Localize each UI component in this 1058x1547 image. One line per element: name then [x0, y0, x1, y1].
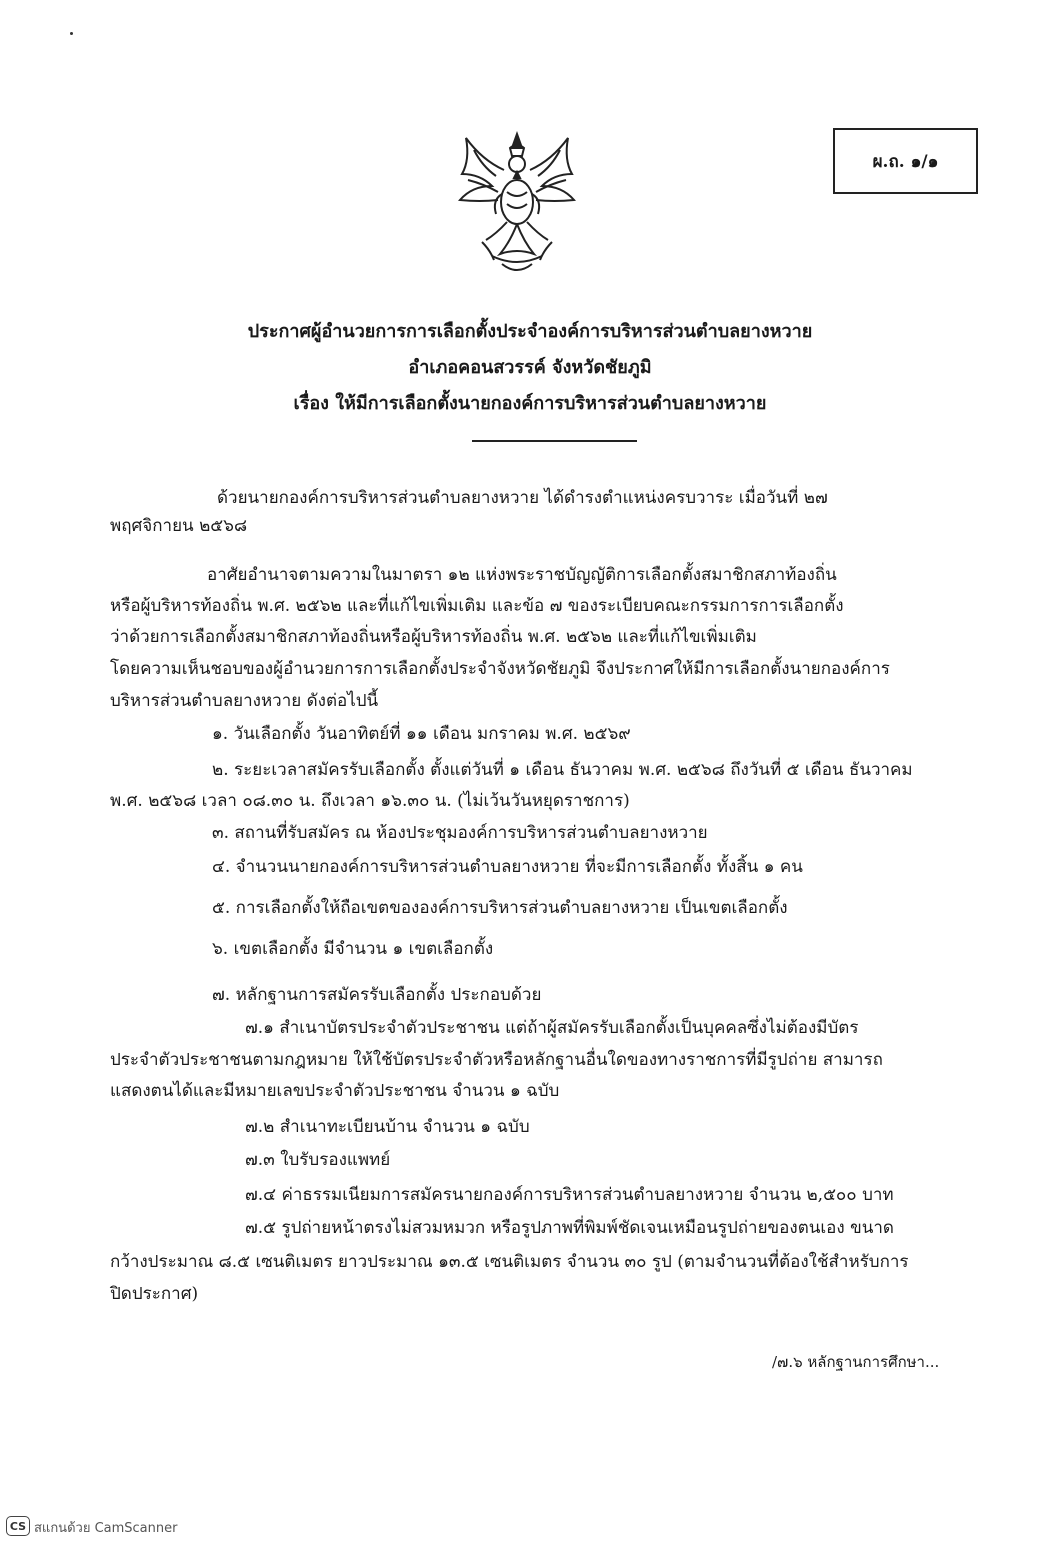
item-1: ๑. วันเลือกตั้ง วันอาทิตย์ที่ ๑๑ เดือน มกราคม พ.ศ. ๒๕๖๙ [212, 724, 631, 744]
paragraph-2-line-2: หรือผู้บริหารท้องถิ่น พ.ศ. ๒๕๖๒ และที่แก้ไขเพิ่มเติม และข้อ ๗ ของระเบียบคณะกรรมการการเลือกตั้ง [110, 596, 844, 616]
form-code-box [833, 128, 978, 194]
paragraph-1-line-1: ด้วยนายกองค์การบริหารส่วนตำบลยางหวาย ได้ดำรงตำแหน่งครบวาระ เมื่อวันที่ ๒๗ [217, 488, 828, 508]
paragraph-2-line-4: โดยความเห็นชอบของผู้อำนวยการการเลือกตั้งประจำจังหวัดชัยภูมิ จึงประกาศให้มีการเลือกตั้งนายกองค์การ [110, 659, 890, 679]
item-7-1-line-1: ๗.๑ สำเนาบัตรประจำตัวประชาชน แต่ถ้าผู้สมัครรับเลือกตั้งเป็นบุคคลซึ่งไม่ต้องมีบัตร [245, 1018, 859, 1038]
item-7-4: ๗.๔ ค่าธรรมเนียมการสมัครนายกองค์การบริหารส่วนตำบลยางหวาย จำนวน ๒,๕๐๐ บาท [245, 1185, 894, 1205]
heading-line-1: ประกาศผู้อำนวยการการเลือกตั้งประจำองค์การบริหารส่วนตำบลยางหวาย [247, 321, 813, 342]
camscanner-logo-icon [6, 1516, 30, 1536]
scan-speck [70, 32, 73, 35]
item-2-line-1: ๒. ระยะเวลาสมัครรับเลือกตั้ง ตั้งแต่วันที่ ๑ เดือน ธันวาคม พ.ศ. ๒๕๖๘ ถึงวันที่ ๕ เดือน ธันวาคม [212, 760, 913, 780]
heading-line-3: เรื่อง ให้มีการเลือกตั้งนายกองค์การบริหารส่วนตำบลยางหวาย [293, 393, 767, 414]
item-6: ๖. เขตเลือกตั้ง มีจำนวน ๑ เขตเลือกตั้ง [212, 939, 494, 959]
paragraph-1-line-2: พฤศจิกายน ๒๕๖๘ [110, 516, 248, 536]
camscanner-logo-text: CS [9, 1519, 27, 1533]
item-4: ๔. จำนวนนายกองค์การบริหารส่วนตำบลยางหวาย ที่จะมีการเลือกตั้ง ทั้งสิ้น ๑ คน [212, 857, 803, 877]
item-3: ๓. สถานที่รับสมัคร ณ ห้องประชุมองค์การบริหารส่วนตำบลยางหวาย [212, 823, 708, 843]
heading-divider [472, 440, 637, 442]
item-7-5-line-1: ๗.๕ รูปถ่ายหน้าตรงไม่สวมหมวก หรือรูปภาพที่พิมพ์ชัดเจนเหมือนรูปถ่ายของตนเอง ขนาด [245, 1218, 894, 1238]
continuation-note: /๗.๖ หลักฐานการศึกษา... [772, 1353, 940, 1371]
paragraph-2-line-5: บริหารส่วนตำบลยางหวาย ดังต่อไปนี้ [110, 691, 379, 711]
item-7-1-line-3: แสดงตนได้และมีหมายเลขประจำตัวประชาชน จำนวน ๑ ฉบับ [110, 1081, 560, 1101]
paragraph-2-line-3: ว่าด้วยการเลือกตั้งสมาชิกสภาท้องถิ่นหรือผู้บริหารท้องถิ่น พ.ศ. ๒๕๖๒ และที่แก้ไขเพิ่มเติม [110, 627, 757, 647]
paragraph-2-line-1: อาศัยอำนาจตามความในมาตรา ๑๒ แห่งพระราชบัญญัติการเลือกตั้งสมาชิกสภาท้องถิ่น [207, 565, 837, 585]
item-7-2: ๗.๒ สำเนาทะเบียนบ้าน จำนวน ๑ ฉบับ [245, 1117, 530, 1137]
camscanner-watermark: สแกนด้วย CamScanner [34, 1521, 178, 1536]
item-7: ๗. หลักฐานการสมัครรับเลือกตั้ง ประกอบด้วย [212, 985, 542, 1005]
heading-line-2: อำเภอคอนสวรรค์ จังหวัดชัยภูมิ [408, 357, 652, 378]
item-7-1-line-2: ประจำตัวประชาชนตามกฎหมาย ให้ใช้บัตรประจำตัวหรือหลักฐานอื่นใดของทางราชการที่มีรูปถ่าย สามารถ [110, 1050, 883, 1070]
item-7-3: ๗.๓ ใบรับรองแพทย์ [245, 1150, 391, 1170]
form-code-label: ผ.ถ. ๑/๑ [872, 151, 939, 172]
garuda-emblem-icon [452, 130, 582, 280]
item-7-5-line-3: ปิดประกาศ) [110, 1284, 199, 1304]
item-2-line-2: พ.ศ. ๒๕๖๘ เวลา ๐๘.๓๐ น. ถึงเวลา ๑๖.๓๐ น. (ไม่เว้นวันหยุดราชการ) [110, 791, 630, 811]
item-5: ๕. การเลือกตั้งให้ถือเขตขององค์การบริหารส่วนตำบลยางหวาย เป็นเขตเลือกตั้ง [212, 898, 788, 918]
item-7-5-line-2: กว้างประมาณ ๘.๕ เซนติเมตร ยาวประมาณ ๑๓.๕ เซนติเมตร จำนวน ๓๐ รูป (ตามจำนวนที่ต้องใช้สำหรับการ [110, 1252, 909, 1272]
